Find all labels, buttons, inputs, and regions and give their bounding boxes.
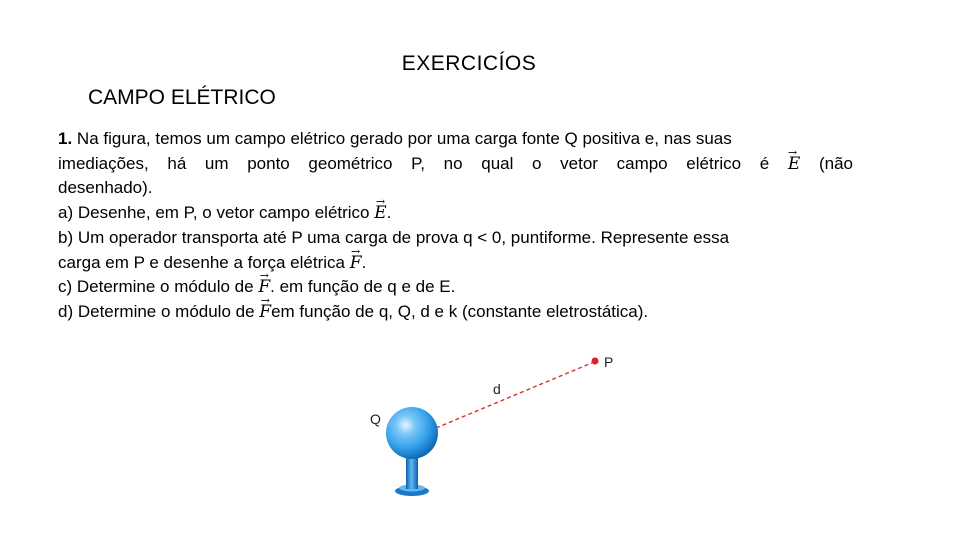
vector-e-symbol: → E	[788, 152, 800, 177]
item-c-end: . em função de q e de E.	[270, 277, 456, 297]
point-p	[592, 358, 599, 365]
item-d-text: d) Determine o módulo de	[58, 301, 255, 321]
intro-line-2-after: (não	[818, 153, 854, 173]
item-a-end: .	[386, 203, 392, 223]
label-p: P	[604, 354, 614, 370]
item-c-text: c) Determine o módulo de	[58, 277, 254, 297]
item-d-end: em função de q, Q, d e k (constante eletrostática).	[271, 301, 649, 321]
page-title: EXERCICÍOS	[401, 52, 537, 75]
item-a-text: a) Desenhe, em P, o vetor campo elétrico	[58, 203, 370, 223]
vector-f-symbol: → F	[259, 300, 271, 325]
label-d: d	[493, 381, 501, 397]
distance-dashed-line	[436, 362, 594, 428]
exercise-number: 1.	[58, 129, 73, 148]
vector-e-symbol: → E	[374, 201, 386, 226]
item-b-text: carga em P e desenhe a força elétrica	[58, 252, 345, 272]
label-q: Q	[370, 411, 381, 427]
page-subtitle: CAMPO ELÉTRICO	[88, 86, 276, 109]
exercise-intro-line-3: desenhado).	[58, 178, 153, 198]
intro-line-1-text: Na figura, temos um campo elétrico gerado por uma carga fonte Q positiva e, nas suas	[76, 129, 732, 148]
item-b-end: .	[361, 252, 367, 272]
charge-q-sphere	[386, 407, 438, 459]
vector-f-symbol: → F	[258, 275, 270, 300]
vector-f-symbol: → F	[350, 251, 362, 276]
intro-line-2-text: imediações, há um ponto geométrico P, no qual o vetor campo elétrico é	[58, 153, 770, 173]
item-b-line-1: b) Um operador transporta até P uma carga de prova q < 0, puntiforme. Represente essa	[58, 227, 730, 247]
